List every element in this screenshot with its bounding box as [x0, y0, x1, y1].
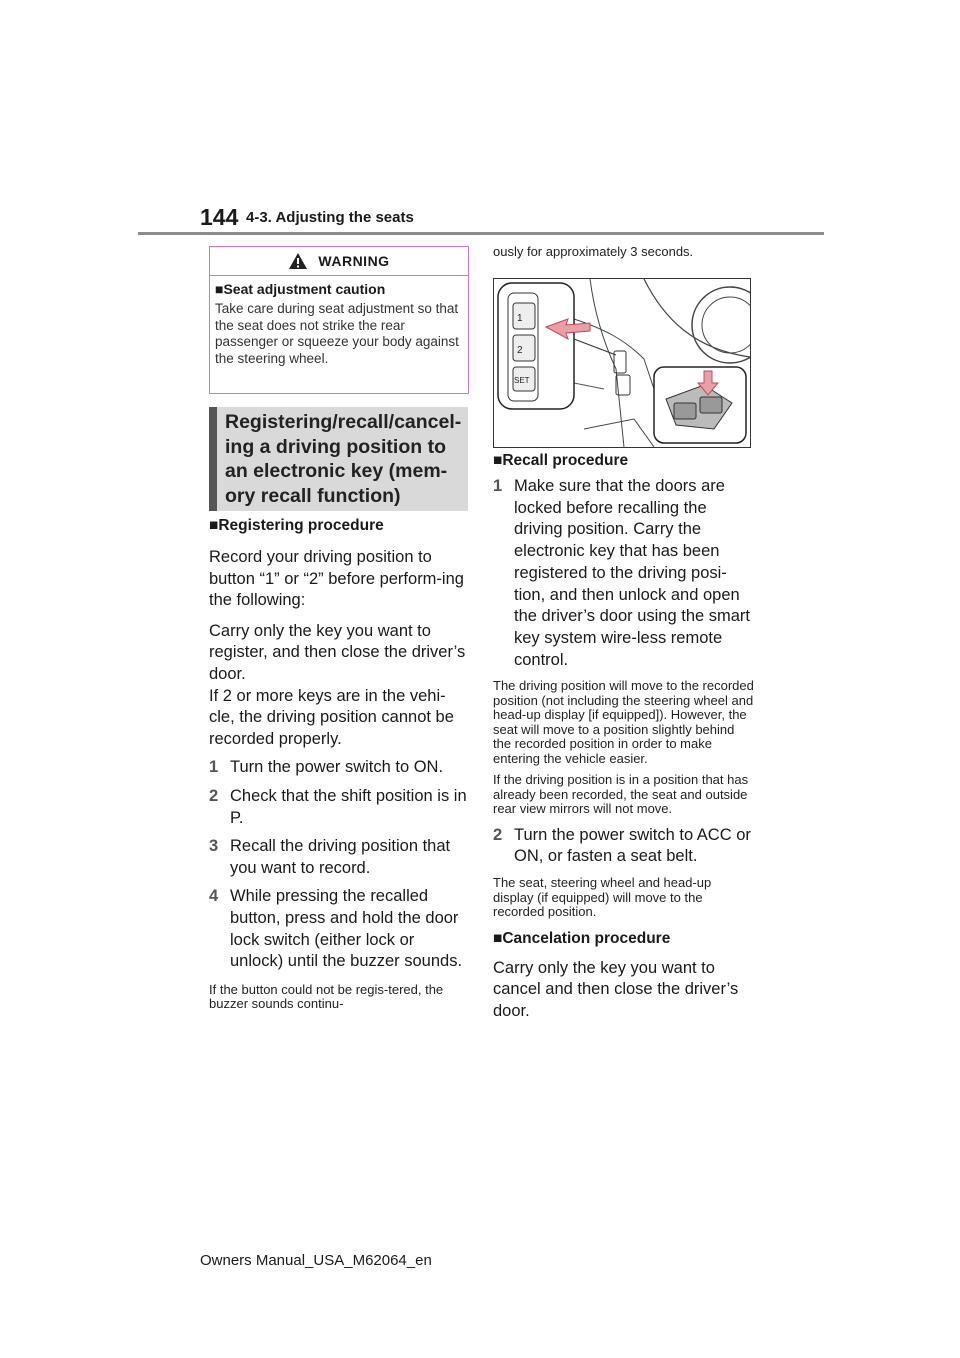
cancel-text: Carry only the key you want to cancel and then close the driver’s door.: [493, 958, 739, 1020]
step-text: Make sure that the doors are locked before recalling the driving position. Carry the electronic key that has been registered to the driving posi-tion, and then unlock and open the driver’s door using the smart key system wire-less remote control.: [514, 477, 751, 669]
recall-step-2: [493, 825, 755, 868]
registering-heading: ■Registering procedure: [209, 517, 384, 534]
registering-step-3: [209, 836, 471, 879]
step-number: 2: [493, 825, 503, 844]
recall-note-1: The driving position will move to the recorded position (not including the steering wheel and head-up display [if equipped]). However, the seat will move to a position slightly behind the recorded position in order to make entering the vehicle easier.: [493, 678, 754, 766]
recall-note-3: The seat, steering wheel and head-up display (if equipped) will move to the recorded position.: [493, 875, 712, 920]
step-text: Recall the driving position that you want to record.: [230, 837, 451, 877]
footer-text: Owners Manual_USA_M62064_en: [200, 1252, 432, 1269]
registering-step-2: [209, 786, 471, 829]
right-column: [493, 452, 755, 1022]
seat-memory-switch-diagram: [494, 279, 750, 447]
step-number: 2: [209, 786, 219, 805]
section-heading: Registering/recall/cancel-ing a driving position to an electronic key (mem-ory recall function): [225, 411, 462, 507]
registering-fail-note-cont: ously for approximately 3 seconds.: [493, 244, 694, 259]
header-divider: [138, 232, 824, 235]
warning-header: [210, 247, 468, 276]
warning-title: ■Seat adjustment caution: [215, 281, 386, 297]
left-column: [209, 517, 471, 1012]
registering-carry: Carry only the key you want to register, and then close the driver’s door.: [209, 621, 466, 683]
step-text: Turn the power switch to ACC or ON, or fasten a seat belt.: [514, 825, 751, 866]
step-text: Check that the shift position is in P.: [230, 786, 467, 827]
warning-label: WARNING: [318, 253, 390, 269]
section-title: 4-3. Adjusting the seats: [246, 209, 414, 226]
warning-triangle-icon: [288, 252, 308, 270]
button-2-label: 2: [517, 345, 523, 356]
step-number: 1: [493, 477, 503, 495]
recall-step-1: [493, 476, 755, 671]
page-number: 144: [200, 204, 239, 230]
seat-memory-illustration: [493, 278, 751, 448]
step-number: 1: [209, 758, 219, 777]
registering-intro: Record your driving position to button “1” or “2” before perform-ing the following:: [209, 548, 464, 610]
recall-note-2: If the driving position is in a position that has already been recorded, the seat and outside rear view mirrors will not move.: [493, 772, 749, 817]
step-number: 4: [209, 887, 219, 906]
registering-note: If 2 or more keys are in the vehi-cle, the driving position cannot be recorded properly.: [209, 686, 454, 748]
step-text: While pressing the recalled button, press and hold the door lock switch (either lock or unlock) until the buzzer sounds.: [230, 887, 463, 971]
registering-step-4: [209, 886, 471, 972]
step-number: 3: [209, 837, 219, 856]
warning-text: Take care during seat adjustment so that the seat does not strike the rear passenger or squeeze your body against the steering wheel.: [215, 301, 459, 366]
warning-box: [209, 246, 469, 394]
recall-heading: ■Recall procedure: [493, 452, 629, 469]
registering-fail-note: If the button could not be regis-tered, the buzzer sounds continu-: [209, 981, 444, 1012]
heading-accent-bar: [209, 407, 217, 511]
button-1-label: 1: [517, 313, 523, 324]
button-set-label: SET: [514, 376, 530, 385]
registering-step-1: [209, 757, 471, 779]
step-text: Turn the power switch to ON.: [230, 758, 444, 777]
cancel-heading: ■Cancelation procedure: [493, 929, 671, 947]
section-heading-box: [209, 407, 468, 511]
